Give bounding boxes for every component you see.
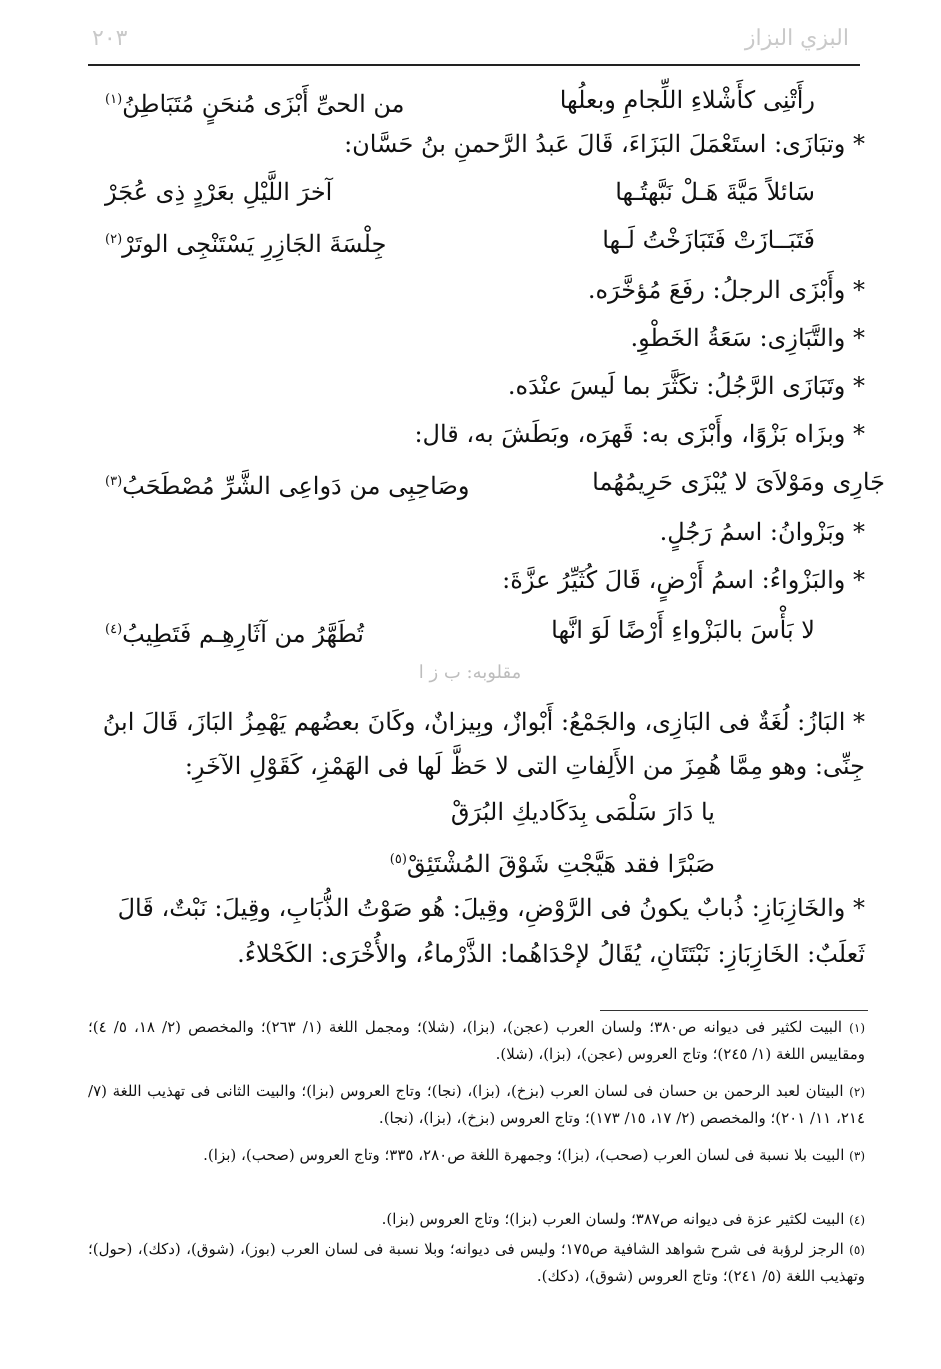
paragraph-7: * والبَزْواءُ: اسمُ أَرْضٍ، قَالَ كُثَيِّرُ عزَّةَ: [502,566,865,594]
paragraph-3: * والتَّبَازِى: سَعَةُ الخَطْوِ. [630,324,865,352]
verse-4-second-hemistich: وصَاحِبِى من دَواعِى الشَّرِّ مُصْطَحَبُ$^{(٣)}$ [105,472,470,500]
footnote-1: (١) البيت لكثير فى ديوانه ص٣٨٠؛ ولسان العرب (عجن)، (بزا)، (شلا)؛ ومجمل اللغة (١/ ٢٦٣)؛ والمخصص (٢/ ١٨، ٥/ ٤)؛ ومقاييس اللغة (١/ ٢٤٥)؛ وتاج العروس (عجن)، (بزا)، (شلا). [88,1018,865,1063]
verse-4-first-hemistich: جَارِى ومَوْلاَىَ لا يُبْزَى حَرِيمُهُما [592,468,885,496]
footnote-ref-3: (٣) [105,474,123,489]
paragraph-6: * وبَزْوانُ: اسمُ رَجُلٍ. [659,518,865,546]
rajaz-2: صَبْرًا فقد هَيَّجْتِ شَوْقَ المُشْتَئِقْ$^{(٥)}$ [389,850,715,878]
paragraph-5: * وبزَاه بَزْوًا، وأَبْزَى به: قَهرَه، وبَطَشَ به، قال: [414,420,865,448]
paragraph-10: * والخَازِبَازِ: ذُبابٌ يكونُ فى الرَّوْضِ، وقِيلَ: هُو صَوْتُ الذُّبَابِ، وقِيلَ: نَبْتٌ، قَالَ [117,894,865,922]
footnote-ref-2: (٢) [105,232,123,247]
footnote-ref-1: (١) [105,92,123,107]
page-header [0,0,941,70]
verse-2-second-hemistich: آخرَ اللَّيْلِ بعَرْدٍ ذِى عُجَرْ [105,178,333,206]
paragraph-4: * وتَبَازَى الرَّجُلُ: تكَثَّرَ بما لَيسَ عنْدَه. [507,372,865,400]
verse-3-second-hemistich: جِلْسَةَ الجَازِرِ يَسْتَنْجِى الوتَرْ$^{(٢)}$ [105,230,387,258]
footnote-2: (٢) البيتان لعبد الرحمن بن حسان فى لسان العرب (بزخ)، (بزا)، (نجا)؛ وتاج العروس (بزا)؛ والبيت الثانى فى تهذيب اللغة (٧/ ٢١٤، ١١/ ٢٠١)؛ والمخصص (٢/ ١٧، ١٥/ ١٧٣)؛ وتاج العروس (بزخ)، (بزا)، (نجا). [88,1082,865,1127]
section-separator: مقلوبه: ب ز ا [418,662,522,683]
rajaz-1: يا دَارَ سَلْمَى بِدَكَاديكِ البُرَقْ [450,798,715,826]
footnote-rule [600,1010,868,1011]
footnote-ref-5: (٥) [389,852,407,867]
running-title: البزي البزاز [744,26,849,51]
paragraph-8: * البَازُ: لُغَةٌ فى البَازِى، والجَمْعُ: أَبْوازٌ، وبِيزانٌ، وكَانَ بعضُهم يَهْمِزُ البَازَ، قَالَ ابنُ [102,708,865,736]
paragraph-2: * وأَبْزَى الرجلُ: رفَعَ مُؤخَّرَه. [587,276,865,304]
verse-5 [95,608,865,652]
verse-1-second-hemistich: من الحىِّ أَبْزَى مُنحَنٍ مُتَبَاطِنُ$^{(١)}$ [105,90,405,118]
verse-2 [95,170,865,214]
footnote-4: (٤) البيت لكثير عزة فى ديوانه ص٣٨٧؛ ولسان العرب (بزا)؛ وتاج العروس (بزا). [381,1210,865,1228]
verse-2-first-hemistich: سَائلاً مَيَّةَ هَـلْ نَبَّهتُـها [615,178,815,206]
verse-4 [95,460,885,504]
page-number: ٢٠٣ [92,26,128,51]
verse-5-first-hemistich: لا بَأْسَ بالبَزْواءِ أَرْضًا لَوَ انَّها [551,616,815,644]
footnote-3: (٣) البيت بلا نسبة فى لسان العرب (صحب)، (بزا)؛ وجمهرة اللغة ص٢٨٠، ٣٣٥؛ وتاج العروس (صحب)، (بزا). [203,1146,865,1164]
footnote-ref-4: (٤) [105,622,123,637]
header-rule [88,64,860,66]
verse-1 [95,78,865,122]
verse-1-first-hemistich: رأَتْنِى كأَشْلاءِ اللِّجامِ وبعلُها [559,86,815,114]
verse-3 [95,218,865,262]
paragraph-11: ثَعلَبٌ: الخَازِبَازِ: نَبْتَتَانِ، يُقَالُ لإحْدَاهُما: الذَّرْماءُ، والأُخْرَى: الكَحْلاءُ. [237,940,865,968]
paragraph-9: جِنِّى: وهو مِمَّا هُمِزَ من الأَلِفاتِ التى لا حَظَّ لَها فى الهَمْزِ، كَقَوْلِ الآخَرِ: [184,752,865,780]
verse-3-first-hemistich: فَتَبَــازَتْ فَتَبَازَخْتُ لَـها [602,226,815,254]
verse-5-second-hemistich: تُطَهَّرُ من آثَارِهِـم فَتَطِيبُ$^{(٤)}$ [105,620,364,648]
paragraph-1: * وتبَازَى: استَعْمَلَ البَزَاءَ، قَالَ عَبدُ الرَّحمنِ بنُ حَسَّان: [344,130,865,158]
footnote-5: (٥) الرجز لرؤبة فى شرح شواهد الشافية ص١٧٥؛ وليس فى ديوانه؛ وبلا نسبة فى لسان العرب (بوز)، (شوق)، (دكك)، (حول)؛ وتهذيب اللغة (٥/ ٢٤١)؛ وتاج العروس (شوق)، (دكك). [88,1240,865,1285]
